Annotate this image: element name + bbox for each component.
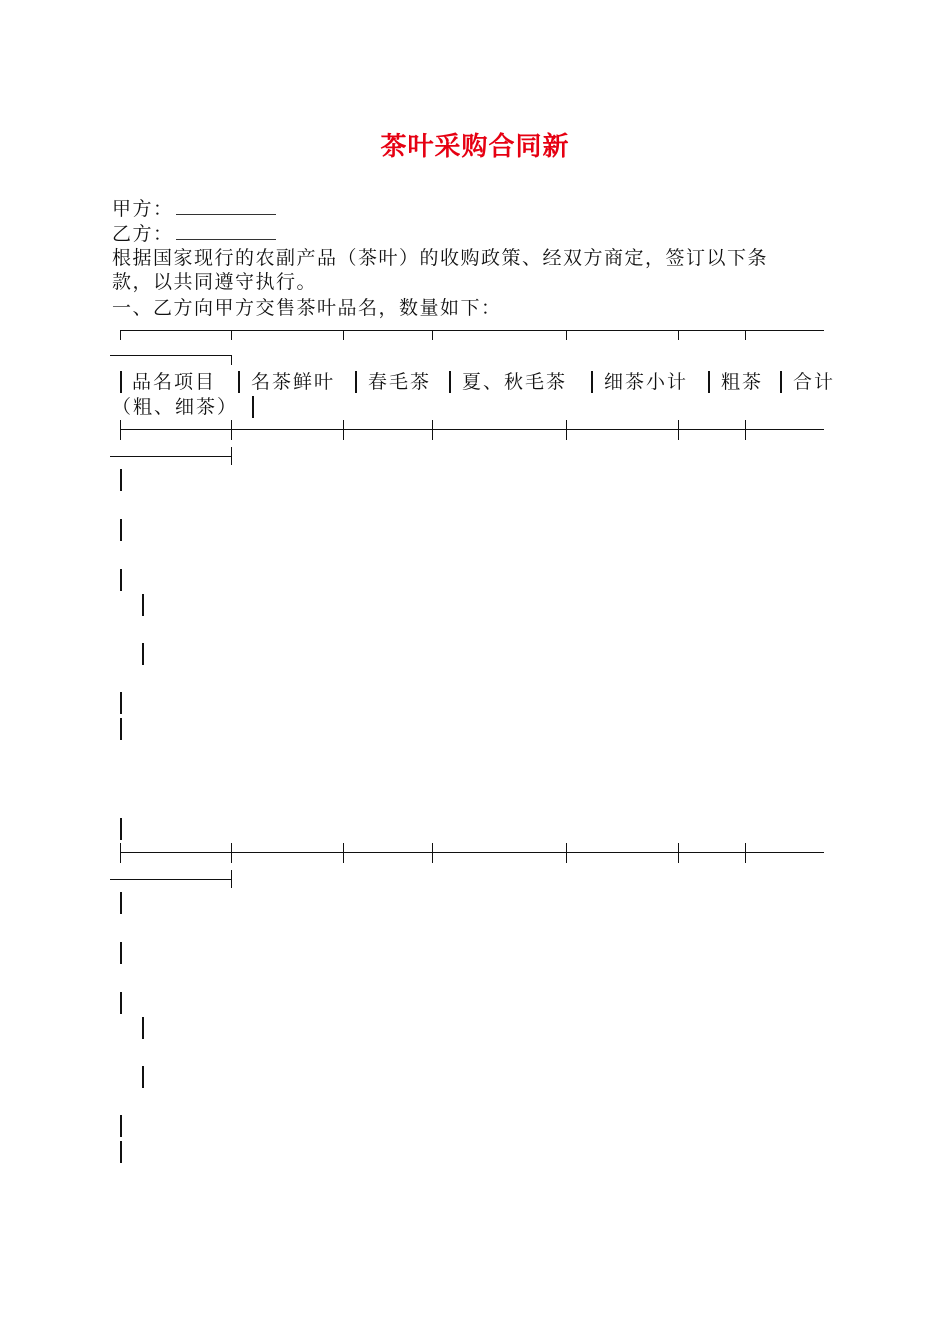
table-body-bar (120, 469, 122, 491)
table-tick (343, 843, 344, 863)
table-tick (745, 420, 746, 440)
table-tick (231, 843, 232, 863)
table-body-bar (120, 519, 122, 541)
table-col-bar (355, 371, 357, 393)
header-note: （粗、细茶） (112, 396, 239, 418)
table-tick (566, 330, 567, 340)
table-body-bar (120, 992, 122, 1014)
table-tick (231, 447, 232, 465)
table-tick (120, 420, 121, 440)
header-col-1: 品名项目 (132, 371, 217, 393)
table-tick (745, 843, 746, 863)
table-tick (745, 330, 746, 340)
intro-line-1: 根据国家现行的农副产品（茶叶）的收购政策、经双方商定，签订以下条 (112, 247, 769, 269)
table-tick (231, 420, 232, 440)
intro-line-2: 款，以共同遵守执行。 (112, 271, 318, 293)
table-body-bar (120, 1141, 122, 1163)
table-tick (566, 843, 567, 863)
party-b-line (112, 221, 276, 246)
table-col-bar (708, 371, 710, 393)
table-tick (678, 420, 679, 440)
table-body-bar (142, 1066, 144, 1088)
header-col-6: 粗茶 (721, 371, 764, 393)
table-row-rule (120, 429, 824, 430)
table-tick (231, 355, 232, 365)
table-tick (566, 420, 567, 440)
table-tick (120, 843, 121, 863)
table-body-bar (120, 569, 122, 591)
table-col-bar (238, 371, 240, 393)
table-col-bar (252, 396, 254, 418)
table-body-bar (120, 892, 122, 914)
document-title: 茶叶采购合同新 (380, 132, 570, 162)
table-tick (343, 420, 344, 440)
party-a-label: 甲方： (112, 198, 174, 220)
table-tick (432, 420, 433, 440)
party-a-line (112, 196, 276, 221)
table-body-bar (120, 942, 122, 964)
table-tick (432, 843, 433, 863)
table-col-bar (591, 371, 593, 393)
table-body-bar (120, 718, 122, 740)
table-wrap-rule (110, 355, 231, 356)
header-col-5: 细茶小计 (604, 371, 689, 393)
table-body-bar (120, 818, 122, 840)
table-body-bar (142, 594, 144, 616)
table-tick (432, 330, 433, 340)
table-tick (678, 843, 679, 863)
table-body-bar (120, 692, 122, 714)
table-top-rule (120, 330, 824, 331)
table-wrap-rule (110, 456, 231, 457)
party-b-label: 乙方： (112, 223, 174, 245)
party-a-blank[interactable] (176, 196, 276, 215)
header-col-4: 夏、秋毛茶 (462, 371, 568, 393)
party-b-blank[interactable] (176, 221, 276, 240)
table-tick (231, 870, 232, 888)
table-body-bar (120, 1115, 122, 1137)
table-col-bar (449, 371, 451, 393)
table-body-bar (142, 643, 144, 665)
header-col-7: 合计 (793, 371, 836, 393)
table-tick (343, 330, 344, 340)
header-col-3: 春毛茶 (368, 371, 432, 393)
table-tick (231, 330, 232, 340)
table-wrap-rule (110, 879, 231, 880)
table-col-bar (780, 371, 782, 393)
table-row-rule (120, 852, 824, 853)
table-body-bar (142, 1017, 144, 1039)
section-1-heading: 一、乙方向甲方交售茶叶品名，数量如下： (112, 297, 502, 319)
table-tick (120, 330, 121, 340)
table-col-bar (120, 371, 122, 393)
table-tick (678, 330, 679, 340)
header-col-2: 名茶鲜叶 (251, 371, 336, 393)
